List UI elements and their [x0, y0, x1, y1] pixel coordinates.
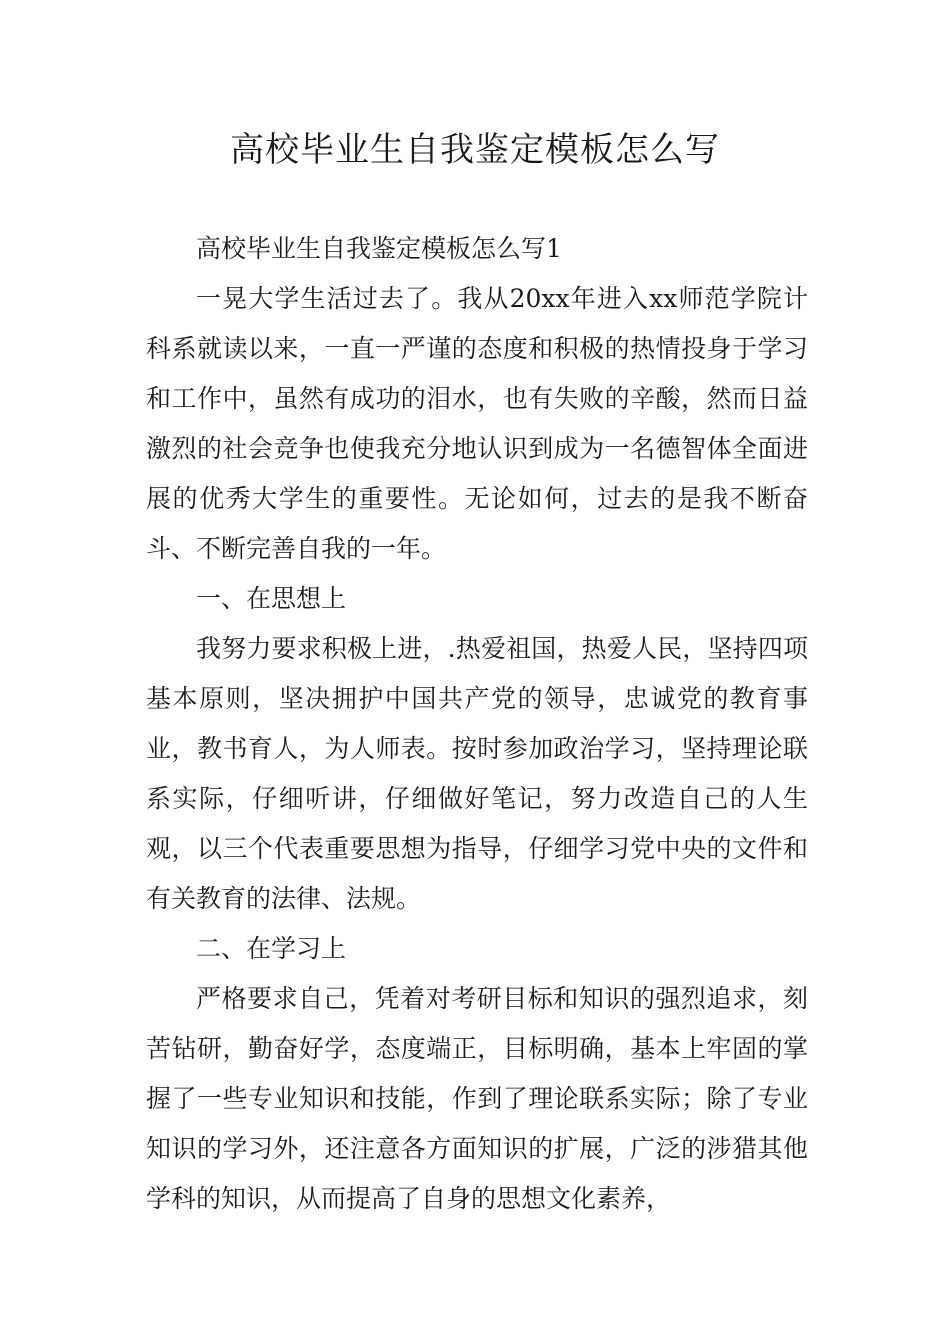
document-title: 高校毕业生自我鉴定模板怎么写	[230, 130, 720, 170]
paragraph-intro: 一晃大学生活过去了。我从20xx年进入xx师范学院计科系就读以来，一直一严谨的态度和积极的热情投身于学习和工作中，虽然有成功的泪水，也有失败的辛酸，然而日益激烈的社会竞争也使我充分地认识到成为一名德智体全面进展的优秀大学生的重要性。无论如何，过去的是我不断奋斗、不断完善自我的一年。	[146, 284, 808, 563]
section-heading-study: 二、在学习上	[196, 934, 347, 963]
section-heading-thought: 一、在思想上	[196, 584, 347, 613]
document-body	[146, 224, 808, 1224]
paragraph-subtitle: 高校毕业生自我鉴定模板怎么写1	[196, 234, 562, 263]
paragraph-study: 严格要求自己，凭着对考研目标和知识的强烈追求，刻苦钻研，勤奋好学，态度端正，目标明确，基本上牢固的掌握了一些专业知识和技能，作到了理论联系实际；除了专业知识的学习外，还注意各方面知识的扩展，广泛的涉猎其他学科的知识，从而提高了自身的思想文化素养，	[146, 984, 808, 1213]
paragraph-thought: 我努力要求积极上进，.热爱祖国，热爱人民，坚持四项基本原则，坚决拥护中国共产党的领导，忠诚党的教育事业，教书育人，为人师表。按时参加政治学习，坚持理论联系实际，仔细听讲，仔细做好笔记，努力改造自己的人生观，以三个代表重要思想为指导，仔细学习党中央的文件和有关教育的法律、法规。	[146, 634, 808, 913]
